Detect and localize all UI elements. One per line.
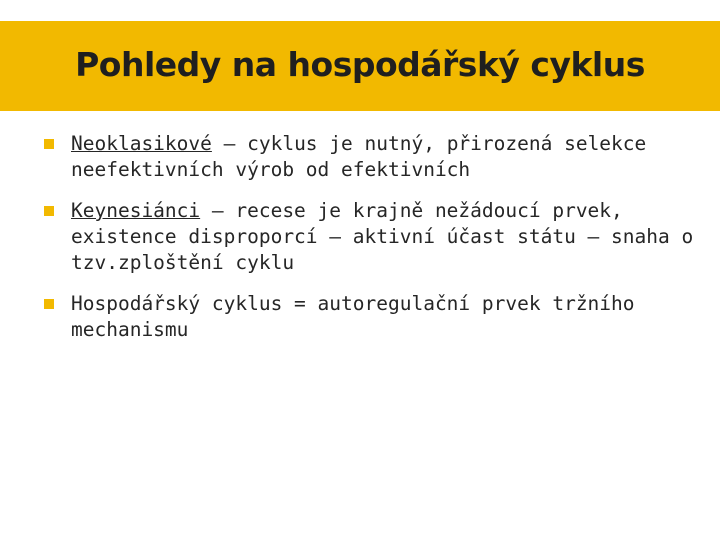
square-bullet-icon	[44, 299, 54, 309]
slide-title: Pohledy na hospodářský cyklus	[75, 44, 645, 84]
bullet-term: Neoklasikové	[71, 132, 212, 155]
bullet-item-neoclassical	[0, 131, 720, 183]
bullet-text: – cyklus je nutný, přirozená selekce neefektivních výrob od efektivních	[71, 132, 647, 181]
bullet-term: Keynesiánci	[71, 199, 201, 222]
square-bullet-icon	[44, 206, 54, 216]
bullet-item-business-cycle	[0, 291, 720, 343]
bullet-list	[0, 131, 720, 358]
bullet-text: Hospodářský cyklus = autoregulační prvek tržního mechanismu	[71, 292, 635, 341]
title-bar	[0, 21, 720, 111]
square-bullet-icon	[44, 139, 54, 149]
bullet-item-keynesians	[0, 198, 720, 276]
bullet-text: – recese je krajně nežádoucí prvek, existence disproporcí – aktivní účast státu – snaha o tzv.zploštění cyklu	[71, 199, 694, 274]
